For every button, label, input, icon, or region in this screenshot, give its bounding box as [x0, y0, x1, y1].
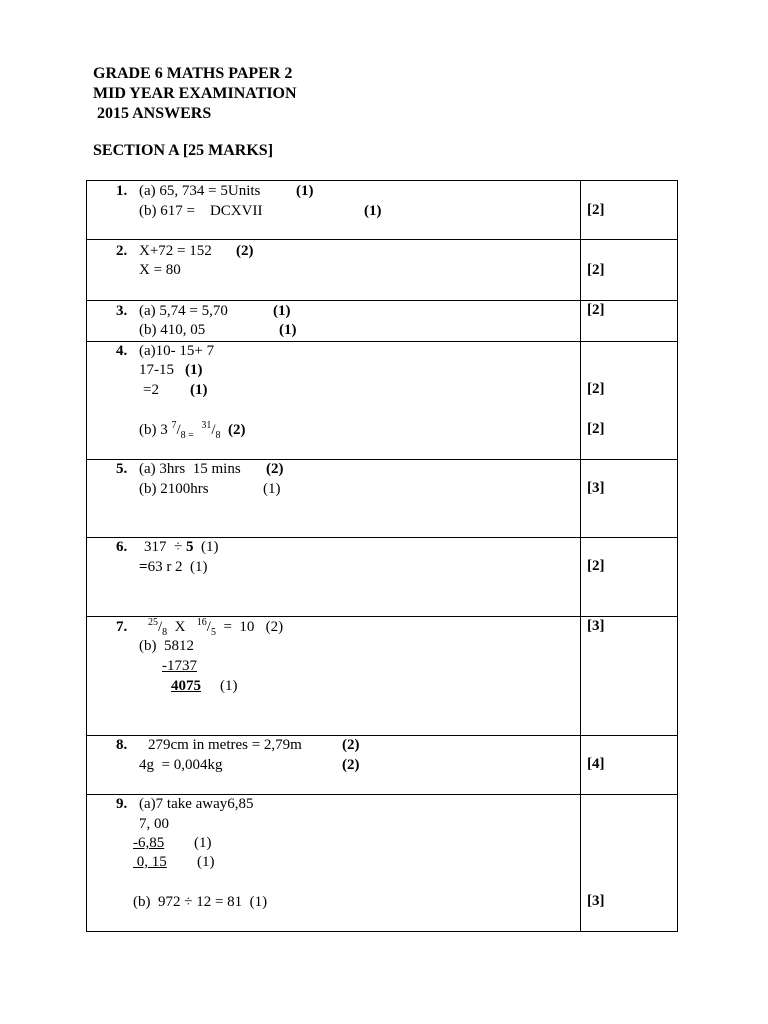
answer-line: =2	[143, 382, 159, 398]
times-sign: X	[174, 619, 186, 635]
answer-line: 4g = 0,004kg	[139, 757, 223, 773]
part-mark: (1)	[279, 322, 297, 338]
answer-line: (b) 972 ÷ 12 = 81 (1)	[133, 894, 268, 910]
column-divider	[580, 180, 581, 932]
denominator: 5	[210, 627, 216, 638]
title-line-1: GRADE 6 MATHS PAPER 2	[93, 65, 293, 82]
row-divider	[86, 239, 678, 240]
numerator: 31	[201, 420, 212, 431]
answer-line: (a) 65, 734 = 5Units	[139, 183, 261, 199]
answer-line	[139, 558, 208, 576]
part-mark: (1)	[200, 539, 219, 555]
prefix: (b) 3	[139, 422, 168, 438]
denominator: 8 =	[180, 430, 194, 441]
part-mark: (1)	[194, 835, 212, 851]
part-mark: (1)	[197, 854, 215, 870]
answer-line: (b) 410, 05	[139, 322, 206, 338]
dividend: 317 ÷	[144, 539, 183, 555]
difference: 0, 15	[133, 854, 167, 870]
part-mark: (1)	[220, 678, 238, 694]
total-mark: [3]	[587, 618, 605, 634]
total-mark: [2]	[587, 558, 605, 574]
answer-line: 17-15	[139, 362, 174, 378]
section-title: SECTION A [25 MARKS]	[93, 142, 274, 159]
part-mark: (1)	[185, 362, 203, 378]
numerator: 16	[196, 617, 207, 628]
document-header	[93, 64, 297, 124]
question-number: 9.	[116, 796, 128, 812]
answer-line: 279cm in metres = 2,79m	[148, 737, 302, 753]
part-mark: (2)	[342, 757, 360, 773]
table-border	[86, 180, 678, 932]
answer-line: X = 80	[139, 262, 181, 278]
divisor: 5	[185, 539, 194, 555]
part-mark: (2)	[227, 422, 246, 438]
question-number: 1.	[116, 183, 128, 199]
answer-line: (a)10- 15+ 7	[139, 343, 215, 359]
subtrahend: -1737	[162, 658, 197, 674]
total-mark: [2]	[587, 421, 605, 437]
row-divider	[86, 300, 678, 301]
numerator: 7	[171, 420, 177, 431]
answer-line: (b) 5812	[139, 638, 194, 654]
subtrahend: -6,85	[133, 835, 165, 851]
question-number: 6.	[116, 539, 128, 555]
answer-line: 7, 00	[139, 816, 169, 832]
answers-table	[86, 180, 678, 932]
answer-line: X+72 = 152	[139, 243, 212, 259]
denominator: 8	[215, 430, 221, 441]
part-mark: (1)	[190, 382, 208, 398]
total-mark: [3]	[587, 480, 605, 496]
question-number: 2.	[116, 243, 128, 259]
total-mark: [2]	[587, 381, 605, 397]
result: = 10 (2)	[223, 619, 284, 635]
quotient: 63 r 2 (1)	[147, 559, 208, 575]
part-mark: (1)	[263, 481, 281, 497]
equals-sign: =	[139, 559, 148, 575]
denominator: 8	[162, 627, 168, 638]
part-mark: (2)	[266, 461, 284, 477]
question-number: 4.	[116, 343, 128, 359]
answer-line: (a) 5,74 = 5,70	[139, 303, 228, 319]
difference: 4075	[171, 678, 201, 694]
total-mark: [2]	[587, 262, 605, 278]
part-mark: (1)	[296, 183, 314, 199]
fraction-line: $^{25}/_8$ X $^{16}/_5 = 10$ (2)	[148, 617, 284, 638]
total-mark: [3]	[587, 893, 605, 909]
part-mark: (1)	[273, 303, 291, 319]
part-mark: (1)	[364, 203, 382, 219]
answer-line: (a)7 take away6,85	[139, 796, 254, 812]
mixed-number-line: (b) 3 $^7/_{8 =}$ $^{31}/_8$ (2)	[139, 420, 246, 441]
answer-line: (b) 2100hrs	[139, 481, 209, 497]
total-mark: [4]	[587, 756, 605, 772]
total-mark: [2]	[587, 202, 605, 218]
part-mark: (2)	[342, 737, 360, 753]
answer-line: (b) 617 = DCXVII	[139, 203, 263, 219]
question-number: 3.	[116, 303, 128, 319]
question-number: 7.	[116, 619, 128, 635]
answer-line: (a) 3hrs 15 mins	[139, 461, 241, 477]
row-divider	[86, 616, 678, 617]
title-line-3: 2015 ANSWERS	[93, 105, 212, 122]
total-mark: [2]	[587, 302, 605, 318]
question-number: 8.	[116, 737, 128, 753]
numerator: 25	[148, 617, 158, 628]
question-number: 5.	[116, 461, 128, 477]
answer-line	[144, 538, 218, 556]
part-mark: (2)	[236, 243, 254, 259]
title-line-2: MID YEAR EXAMINATION	[93, 85, 297, 102]
